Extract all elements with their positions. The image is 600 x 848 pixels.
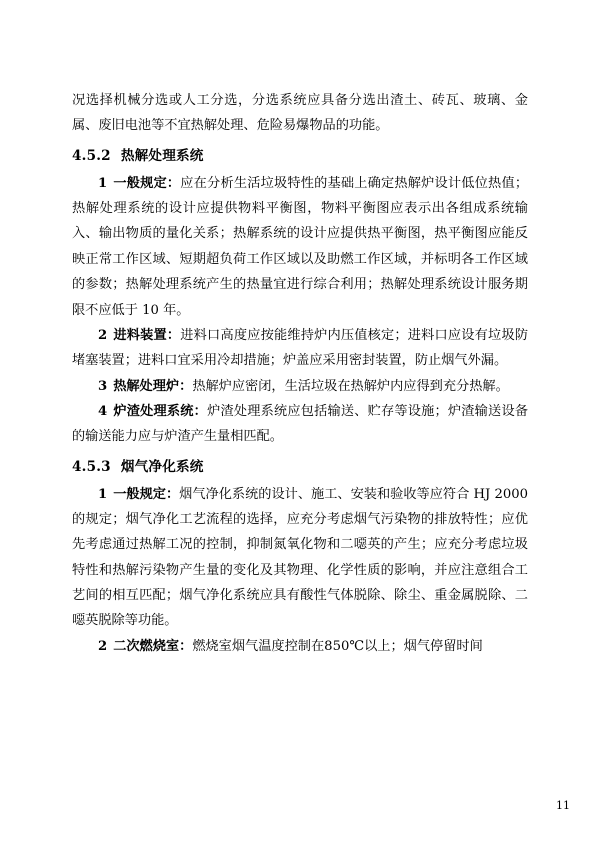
heading-4-5-3 bbox=[72, 454, 528, 480]
item-4-5-2-2-number: 2 bbox=[98, 327, 108, 343]
item-4-5-2-1-text: 应在分析生活垃圾特性的基础上确定热解炉设计低位热值；热解处理系统的设计应提供物料平衡图，物料平衡图应表示出各组成系统输入、输出物质的量化关系；热解系统的设计应提供热平衡图，热平衡图应能反映正常工作区域、短期超负荷工作区域以及助燃工作区域，并标明各工作区域的参数；热解处理系统产生的热量宜进行综合利用；热解处理系统设计服务期限不应低于 10 年。 bbox=[72, 175, 529, 318]
heading-4-5-2-number: 4.5.2 bbox=[72, 147, 111, 164]
item-4-5-2-4-number: 4 bbox=[98, 403, 108, 419]
item-4-5-2-1 bbox=[72, 171, 528, 323]
item-4-5-3-1-number: 1 bbox=[98, 486, 108, 502]
item-4-5-2-1-title: 一般规定： bbox=[113, 175, 181, 191]
item-4-5-2-1-number: 1 bbox=[98, 175, 108, 191]
item-4-5-2-3-text: 热解炉应密闭，生活垃圾在热解炉内应得到充分热解。 bbox=[192, 378, 509, 394]
item-4-5-2-2-text: 进料口高度应按能维持炉内压值核定；进料口应设有垃圾防堵塞装置；进料口宜采用冷却措施；炉盖应采用密封装置，防止烟气外漏。 bbox=[72, 327, 529, 369]
paragraph-continued-sorting: 况选择机械分选或人工分选，分选系统应具备分选出渣土、砖瓦、玻璃、金属、废旧电池等不宜热解处理、危险易爆物品的功能。 bbox=[72, 93, 528, 134]
item-4-5-3-2-number: 2 bbox=[98, 638, 108, 654]
item-4-5-2-4-text: 炉渣处理系统应包括输送、贮存等设施；炉渣输送设备的输送能力应与炉渣产生量相匹配。 bbox=[72, 403, 529, 445]
heading-4-5-2-title: 热解处理系统 bbox=[120, 147, 204, 164]
item-4-5-3-2-title: 二次燃烧室： bbox=[113, 638, 193, 654]
document-body bbox=[72, 88, 528, 659]
item-4-5-3-1-title: 一般规定： bbox=[113, 486, 180, 502]
item-4-5-3-2 bbox=[72, 634, 528, 659]
item-4-5-2-3 bbox=[72, 374, 528, 399]
item-4-5-2-4 bbox=[72, 399, 528, 450]
item-4-5-2-2 bbox=[72, 323, 528, 374]
item-4-5-2-3-number: 3 bbox=[98, 378, 108, 394]
heading-4-5-2 bbox=[72, 143, 528, 169]
page-number: 11 bbox=[556, 799, 570, 812]
item-4-5-2-3-title: 热解处理炉： bbox=[113, 378, 193, 394]
item-4-5-2-4-title: 炉渣处理系统： bbox=[113, 403, 208, 419]
heading-4-5-3-title: 烟气净化系统 bbox=[120, 458, 204, 475]
item-4-5-2-2-title: 进料装置： bbox=[113, 327, 181, 343]
item-4-5-3-1 bbox=[72, 482, 528, 634]
heading-4-5-3-number: 4.5.3 bbox=[72, 458, 111, 475]
item-4-5-3-1-text: 烟气净化系统的设计、施工、安装和验收等应符合 HJ 2000 的规定；烟气净化工艺流程的选择，应充分考虑烟气污染物的排放特性；应优先考虑通过热解工况的控制，抑制氮氧化物和二噁英的产生；应充分考虑垃圾特性和热解污染物产生量的变化及其物理、化学性质的影响，并应注意组合工艺间的相互匹配；烟气净化系统应具有酸性气体脱除、除尘、重金属脱除、二噁英脱除等功能。 bbox=[72, 486, 529, 629]
item-4-5-3-2-text: 燃烧室烟气温度控制在850℃以上；烟气停留时间 bbox=[192, 638, 483, 654]
